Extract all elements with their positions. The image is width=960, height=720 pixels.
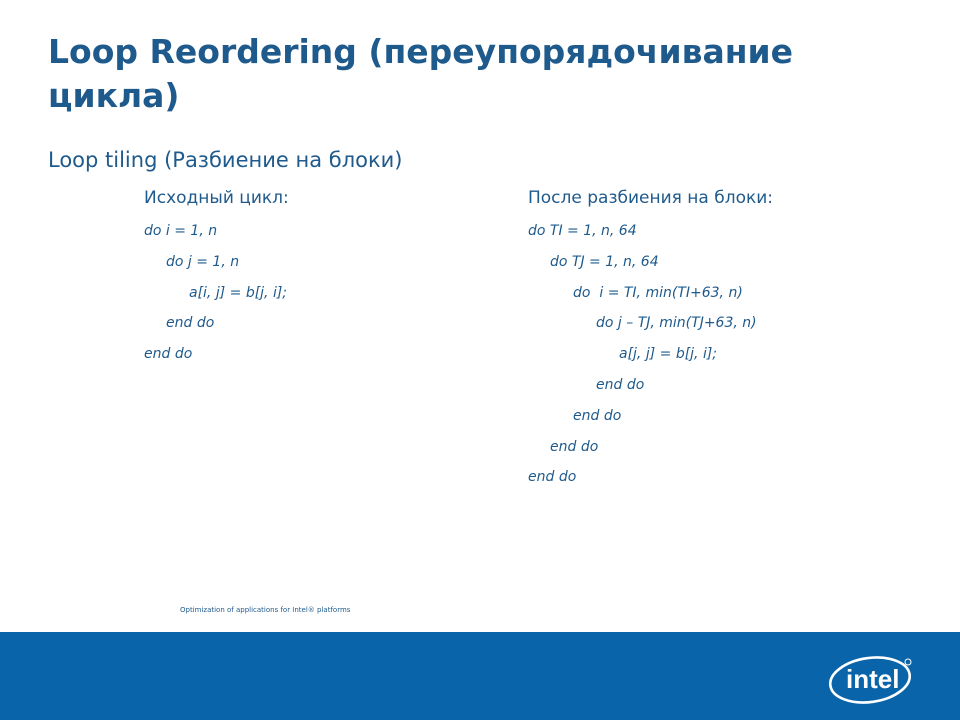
code-line: a[j, j] = b[j, i]; — [619, 346, 718, 363]
slide-title: Loop Reordering (переупорядочивание цикла) — [48, 32, 794, 115]
original-loop-heading: Исходный цикл: — [144, 188, 289, 208]
footer-band — [0, 632, 960, 720]
code-line: do j = 1, n — [166, 253, 240, 270]
code-line: do TI = 1, n, 64 — [528, 223, 637, 239]
code-line: end do — [144, 346, 193, 363]
code-line: end do — [166, 315, 215, 332]
intel-logo — [826, 650, 916, 706]
code-line: do i = TI, min(TI+63, n) — [573, 284, 743, 301]
code-line: a[i, j] = b[j, i]; — [189, 284, 288, 301]
logo-text: intel — [846, 664, 900, 694]
original-loop-code — [144, 216, 287, 370]
footer-note: Optimization of applications for Intel® platforms — [180, 606, 351, 614]
tiled-loop-code — [528, 216, 757, 493]
code-line: do j – TJ, min(TJ+63, n) — [596, 315, 757, 332]
code-line: do i = 1, n — [144, 223, 218, 239]
code-line: end do — [550, 438, 599, 455]
tiled-loop-heading: После разбиения на блоки: — [528, 188, 774, 208]
slide-subtitle: Loop tiling (Разбиение на блоки) — [48, 148, 403, 172]
code-line: do TJ = 1, n, 64 — [550, 253, 659, 270]
code-line: end do — [528, 469, 577, 486]
code-line: end do — [596, 376, 645, 393]
code-line: end do — [573, 407, 622, 424]
